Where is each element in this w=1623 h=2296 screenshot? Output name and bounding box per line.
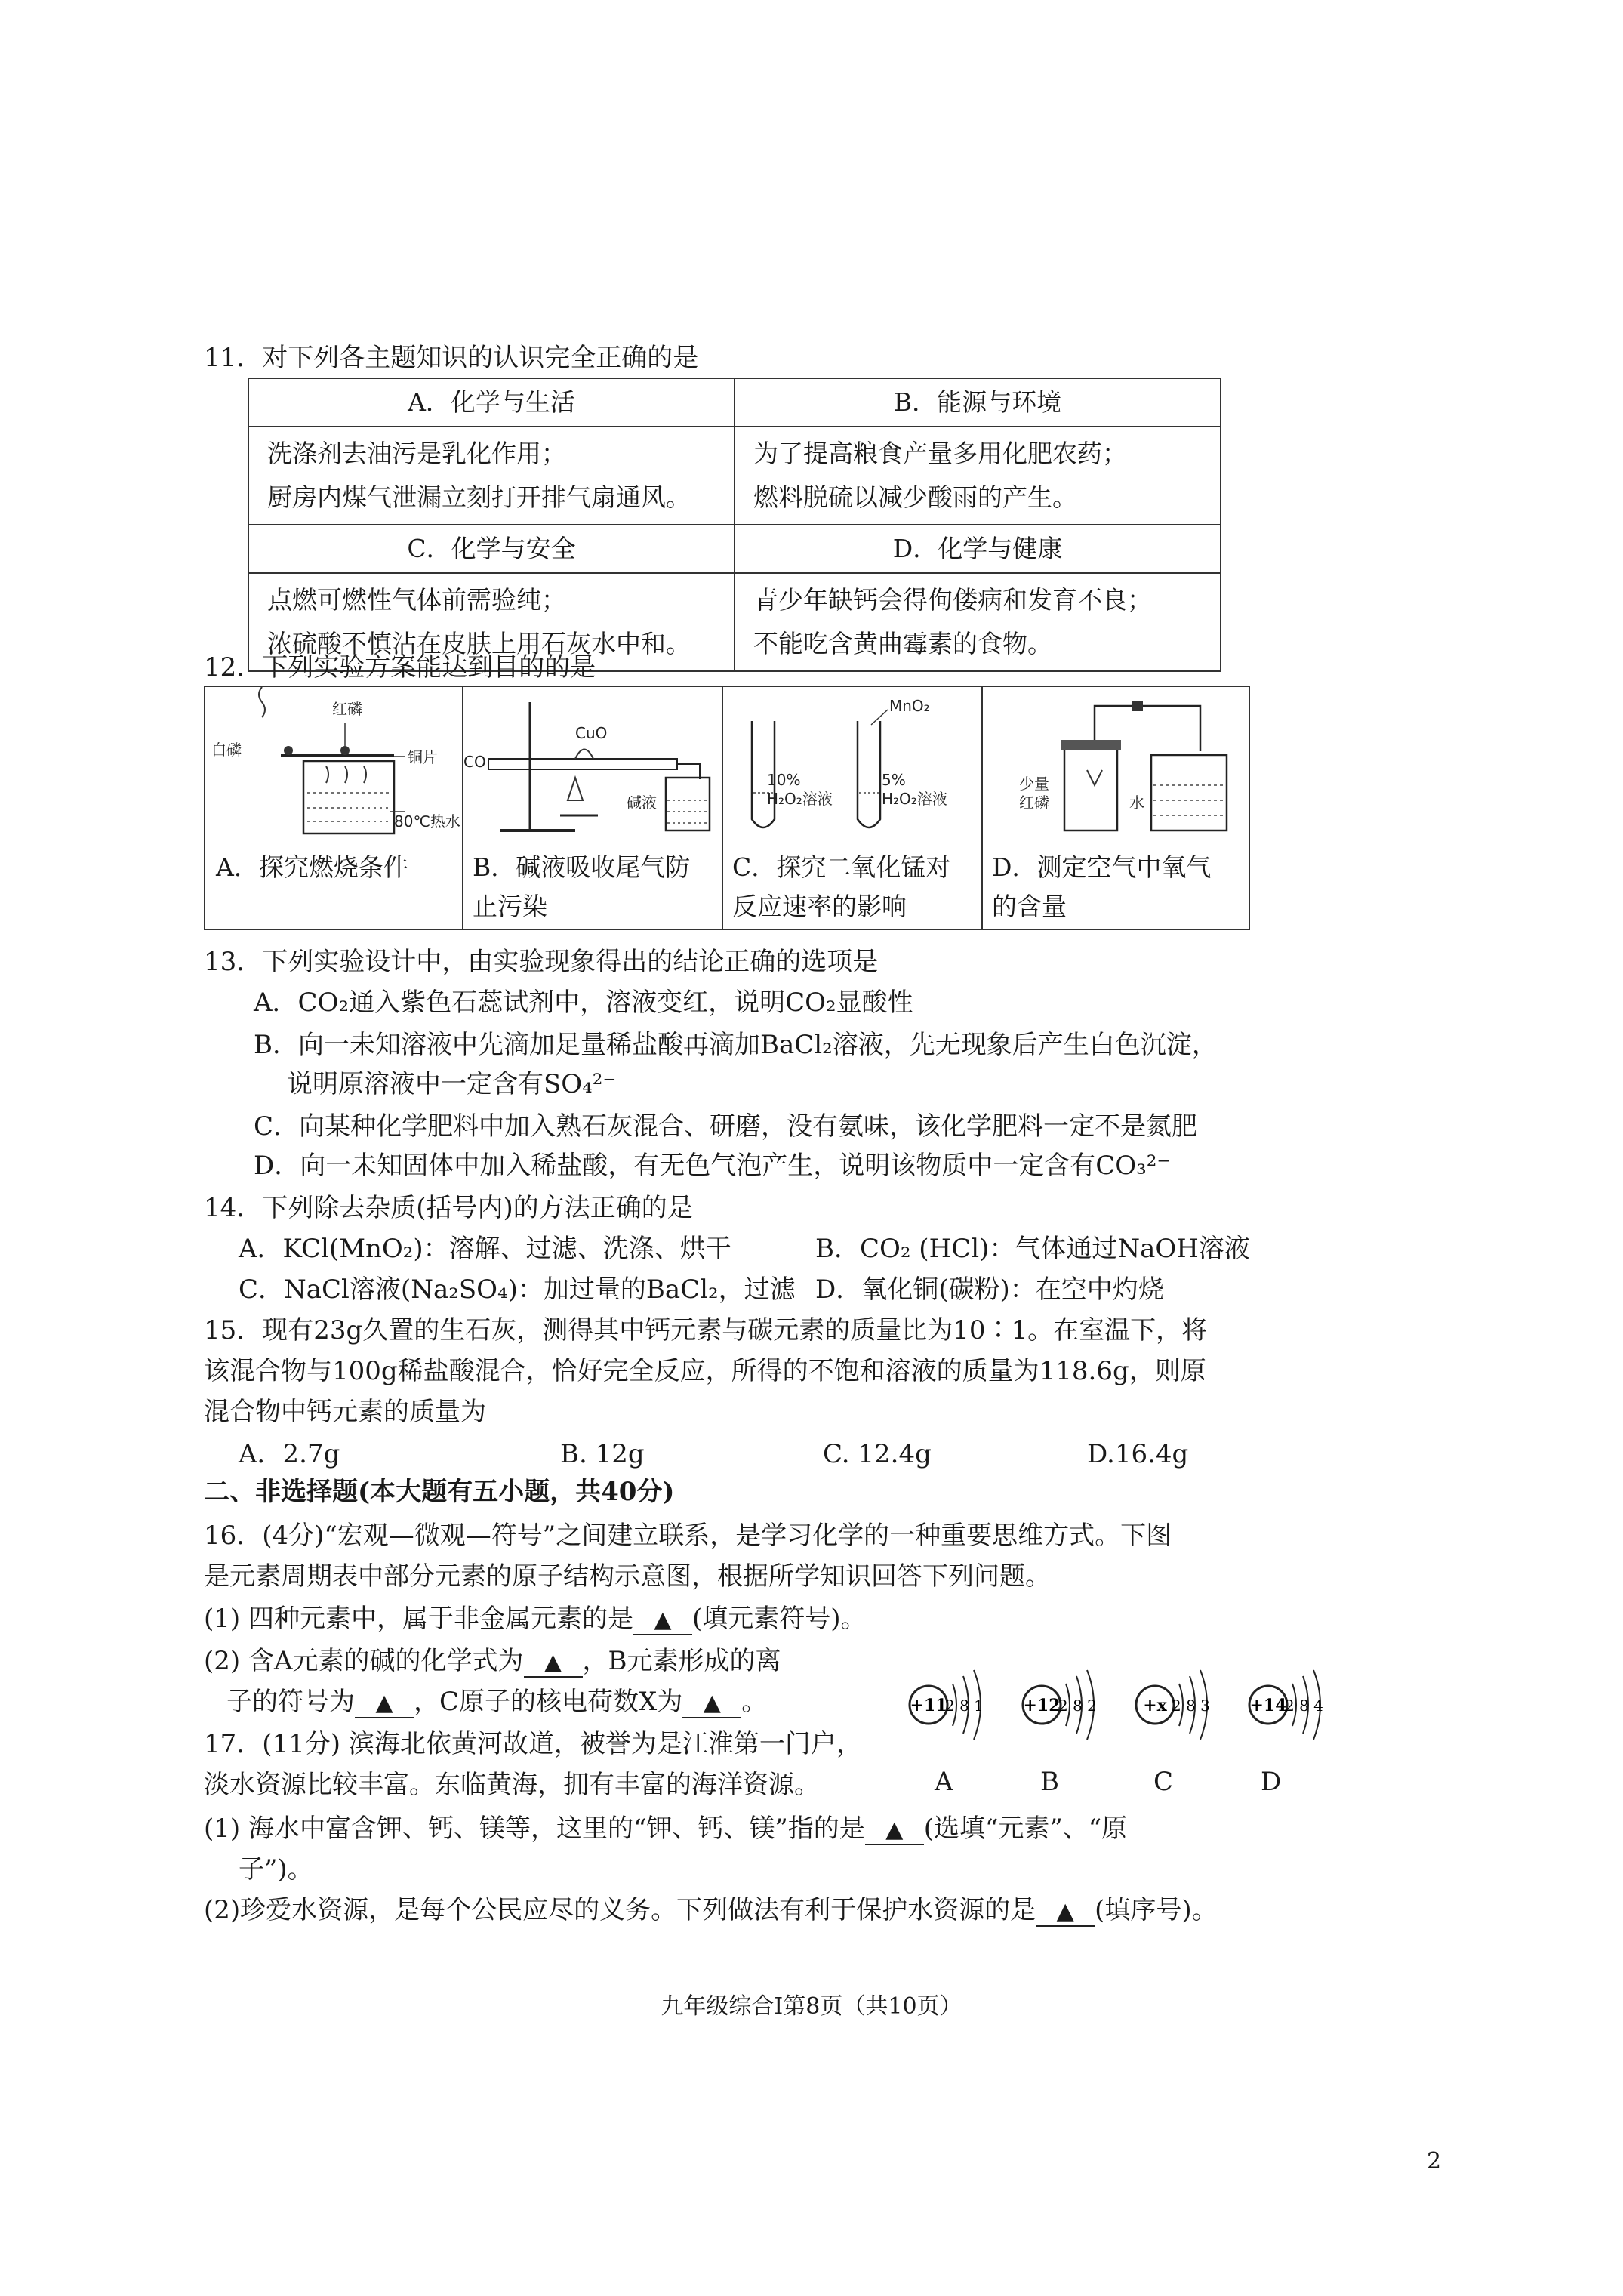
q12-c-caption-2: 反应速率的影响	[732, 892, 907, 921]
oxygen-content-apparatus-diagram	[981, 687, 1249, 846]
q11-d-body: 青少年缺钙会得佝偻病和发育不良； 不能吃含黄曲霉素的食物。	[735, 573, 1221, 671]
q17-stem-1: 17．(11分) 滨海北依黄河故道，被誉为是江淮第一门户，	[204, 1729, 862, 1759]
label-10-percent: 10%	[767, 771, 801, 789]
q17-part-2: (2)珍爱水资源，是每个公民应尽的义务。下列做法有利于保护水资源的是 ▲ (填序号)。	[204, 1895, 1218, 1925]
q14-option-d: D．氧化铜(碳粉)：在空中灼烧	[815, 1274, 1164, 1305]
q12-stem: 12．下列实验方案能达到目的的是	[204, 652, 596, 683]
q11-c-head: C．化学与安全	[248, 525, 735, 573]
q17-part-1-cont: 子”)。	[239, 1854, 313, 1885]
q12-a-caption: A．探究燃烧条件	[216, 852, 408, 882]
atom-b-nucleus: +12	[1023, 1696, 1061, 1715]
label-h2o2-left: H₂O₂溶液	[767, 790, 833, 808]
label-white-phosphorus: 白磷	[211, 741, 242, 759]
q12-panel-b	[462, 687, 723, 929]
label-co: CO	[463, 753, 486, 771]
q15-option-c: C. 12.4g	[823, 1439, 932, 1469]
q12-c-caption-1: C．探究二氧化锰对	[732, 852, 951, 882]
q11-b-head: B．能源与环境	[735, 378, 1221, 427]
label-hot-water: 80℃热水	[394, 812, 460, 831]
atom-a-letter: A	[935, 1767, 953, 1797]
q11-c-body: 点燃可燃性气体前需验纯； 浓硫酸不慎沾在皮肤上用石灰水中和。	[248, 573, 735, 671]
label-cuo: CuO	[575, 724, 608, 742]
atom-c-shells: 2 8 3	[1172, 1697, 1210, 1715]
q12-panel-c	[722, 687, 983, 929]
q15-option-d: D.16.4g	[1087, 1439, 1189, 1469]
q13-option-b-1: B．向一未知溶液中先滴加足量稀盐酸再滴加BaCl₂溶液，先无现象后产生白色沉淀，	[254, 1030, 1218, 1060]
label-h2o2-right: H₂O₂溶液	[882, 790, 947, 808]
q13-option-d: D．向一未知固体中加入稀盐酸，有无色气泡产生，说明该物质中一定含有CO₃²⁻	[254, 1151, 1171, 1181]
q11-d-head: D．化学与健康	[735, 525, 1221, 573]
q12-panel-d	[981, 687, 1249, 929]
q15-stem-3: 混合物中钙元素的质量为	[204, 1397, 486, 1427]
atom-a-nucleus: +11	[910, 1696, 947, 1715]
label-mno2: MnO₂	[889, 697, 930, 715]
q14-option-c: C．NaCl溶液(Na₂SO₄)：加过量的BaCl₂，过滤	[239, 1274, 796, 1305]
q15-option-b: B. 12g	[560, 1439, 645, 1469]
atom-structure-diagrams	[898, 1653, 1351, 1804]
label-red-phosphorus: 红磷	[332, 700, 362, 718]
page-footer: 九年级综合Ⅰ第8页（共10页）	[661, 1993, 962, 2020]
combustion-apparatus-diagram	[205, 687, 462, 846]
q14-stem: 14．下列除去杂质(括号内)的方法正确的是	[204, 1193, 693, 1223]
test-tubes-diagram	[722, 687, 981, 846]
q11-a-head: A．化学与生活	[248, 378, 735, 427]
q12-b-caption-1: B．碱液吸收尾气防	[473, 852, 691, 882]
q16-stem-2: 是元素周期表中部分元素的原子结构示意图，根据所学知识回答下列问题。	[204, 1561, 1051, 1592]
q13-option-c: C．向某种化学肥料中加入熟石灰混合、研磨，没有氨味，该化学肥料一定不是氮肥	[254, 1111, 1198, 1142]
q12-panel-a	[205, 687, 463, 929]
q11-b-body: 为了提高粮食产量多用化肥农药； 燃料脱硫以减少酸雨的产生。	[735, 427, 1221, 525]
q15-stem-1: 15．现有23g久置的生石灰，测得其中钙元素与碳元素的质量比为10∶1。在室温下，将	[204, 1315, 1208, 1345]
section-2-heading: 二、非选择题(本大题有五小题，共40分)	[204, 1477, 675, 1507]
page-number: 2	[1427, 2148, 1442, 2174]
atom-c-nucleus: +x	[1143, 1696, 1167, 1715]
label-base-solution: 碱液	[627, 794, 657, 812]
atom-d	[1249, 1670, 1323, 1740]
atom-b	[1023, 1670, 1097, 1740]
q12-d-caption-1: D．测定空气中氧气	[992, 852, 1212, 882]
q13-option-a: A．CO₂通入紫色石蕊试剂中，溶液变红，说明CO₂显酸性	[254, 988, 913, 1018]
atom-b-shells: 2 8 2	[1058, 1697, 1097, 1715]
q11-table	[248, 378, 1221, 672]
atom-d-shells: 2 8 4	[1285, 1697, 1323, 1715]
q13-option-b-2: 说明原溶液中一定含有SO₄²⁻	[287, 1069, 617, 1099]
atom-c	[1136, 1670, 1210, 1740]
label-small-amount: 少量	[1019, 775, 1049, 793]
q16-part-1: (1) 四种元素中，属于非金属元素的是 ▲ (填元素符号)。	[204, 1604, 867, 1634]
q15-stem-2: 该混合物与100g稀盐酸混合，恰好完全反应，所得的不饱和溶液的质量为118.6g，则原	[204, 1356, 1206, 1386]
q13-stem: 13．下列实验设计中，由实验现象得出的结论正确的选项是	[204, 947, 879, 977]
q16-answer-blank-3[interactable]: ▲	[355, 1690, 414, 1718]
q16-answer-blank-4[interactable]: ▲	[682, 1690, 741, 1718]
q15-option-a: A．2.7g	[239, 1439, 340, 1469]
q16-part-3: 子的符号为 ▲ ，C原子的核电荷数X为 ▲ 。	[226, 1687, 768, 1717]
q17-part-1: (1) 海水中富含钾、钙、镁等，这里的“钾、钙、镁”指的是 ▲ (选填“元素”、“原	[204, 1814, 1128, 1844]
label-red-phosphorus-d: 红磷	[1019, 794, 1049, 812]
q16-answer-blank-2[interactable]: ▲	[524, 1649, 583, 1678]
q14-option-a: A．KCl(MnO₂)：溶解、过滤、洗涤、烘干	[239, 1234, 731, 1264]
atom-d-letter: D	[1261, 1767, 1282, 1797]
q16-part-2: (2) 含A元素的碱的化学式为 ▲ ，B元素形成的离	[204, 1646, 781, 1676]
label-5-percent: 5%	[882, 771, 906, 789]
q12-experiments	[204, 686, 1250, 930]
q17-stem-2: 淡水资源比较丰富。东临黄海，拥有丰富的海洋资源。	[204, 1770, 820, 1800]
q16-stem-1: 16．(4分)“宏观—微观—符号”之间建立联系，是学习化学的一种重要思维方式。下图	[204, 1521, 1172, 1551]
q16-answer-blank-1[interactable]: ▲	[633, 1607, 692, 1635]
label-water: 水	[1129, 794, 1144, 812]
q17-answer-blank-1[interactable]: ▲	[865, 1817, 924, 1845]
q12-d-caption-2: 的含量	[992, 892, 1067, 921]
atom-a-shells: 2 8 1	[945, 1697, 984, 1715]
co-reduction-apparatus-diagram	[462, 687, 722, 846]
q17-answer-blank-2[interactable]: ▲	[1036, 1898, 1095, 1927]
q14-option-b: B．CO₂ (HCl)：气体通过NaOH溶液	[815, 1234, 1250, 1264]
label-copper-sheet: 铜片	[408, 748, 438, 766]
atom-c-letter: C	[1153, 1767, 1174, 1797]
q11-a-body: 洗涤剂去油污是乳化作用； 厨房内煤气泄漏立刻打开排气扇通风。	[248, 427, 735, 525]
atom-d-nucleus: +14	[1249, 1696, 1287, 1715]
q11-stem: 11．对下列各主题知识的认识完全正确的是	[204, 343, 699, 373]
atom-a	[910, 1670, 984, 1740]
q12-b-caption-2: 止污染	[473, 892, 547, 921]
atom-b-letter: B	[1040, 1767, 1059, 1797]
